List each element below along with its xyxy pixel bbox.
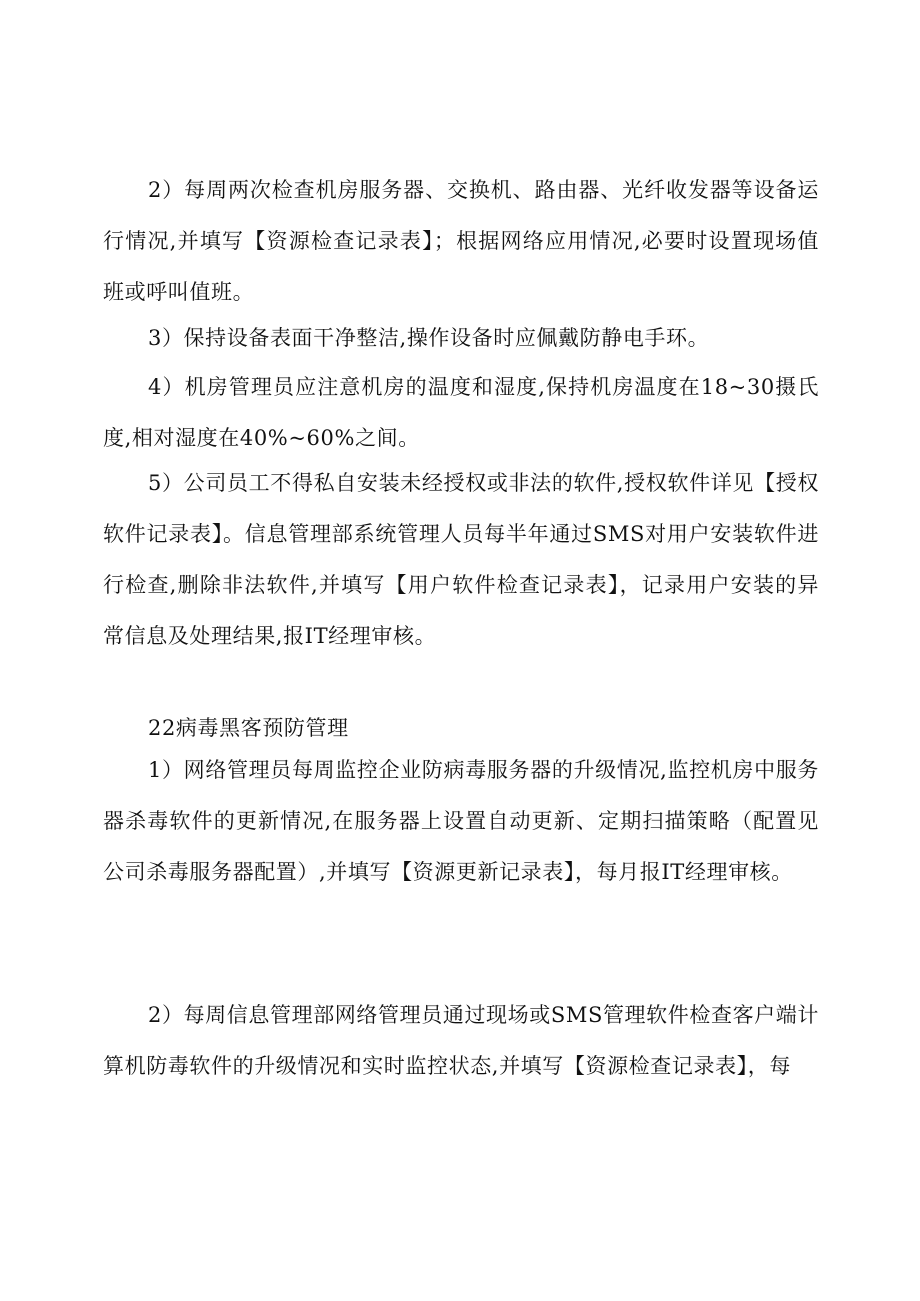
paragraph-antivirus-server: 1）网络管理员每周监控企业防病毒服务器的升级情况,监控机房中服务器杀毒软件的更新情况,在服务器上设置自动更新、定期扫描策略（配置见公司杀毒服务器配置）,并填写【资源更新记录表】，每月报IT经理审核。: [103, 758, 819, 884]
paragraph-software-authorization: 5）公司员工不得私自安装未经授权或非法的软件,授权软件详见【授权软件记录表】。信息管理部系统管理人员每半年通过SMS对用户安装软件进行检查,删除非法软件,并填写【用户软件检查记录表】，记录用户安装的异常信息及处理结果,报IT经理审核。: [103, 471, 819, 648]
paragraph-device-cleaning: 3）保持设备表面干净整洁,操作设备时应佩戴防静电手环。: [148, 326, 710, 350]
paragraph-client-antivirus: 2）每周信息管理部网络管理员通过现场或SMS管理软件检查客户端计算机防毒软件的升级情况和实时监控状态,并填写【资源检查记录表】，每: [103, 1003, 819, 1078]
section-heading-virus-prevention: 22病毒黑客预防管理: [148, 716, 349, 740]
paragraph-device-check: 2）每周两次检查机房服务器、交换机、路由器、光纤收发器等设备运行情况,并填写【资源检查记录表】；根据网络应用情况,必要时设置现场值班或呼叫值班。: [103, 178, 819, 304]
paragraph-temperature-humidity: 4）机房管理员应注意机房的温度和湿度,保持机房温度在18~30摄氏度,相对湿度在40%~60%之间。: [103, 375, 819, 450]
